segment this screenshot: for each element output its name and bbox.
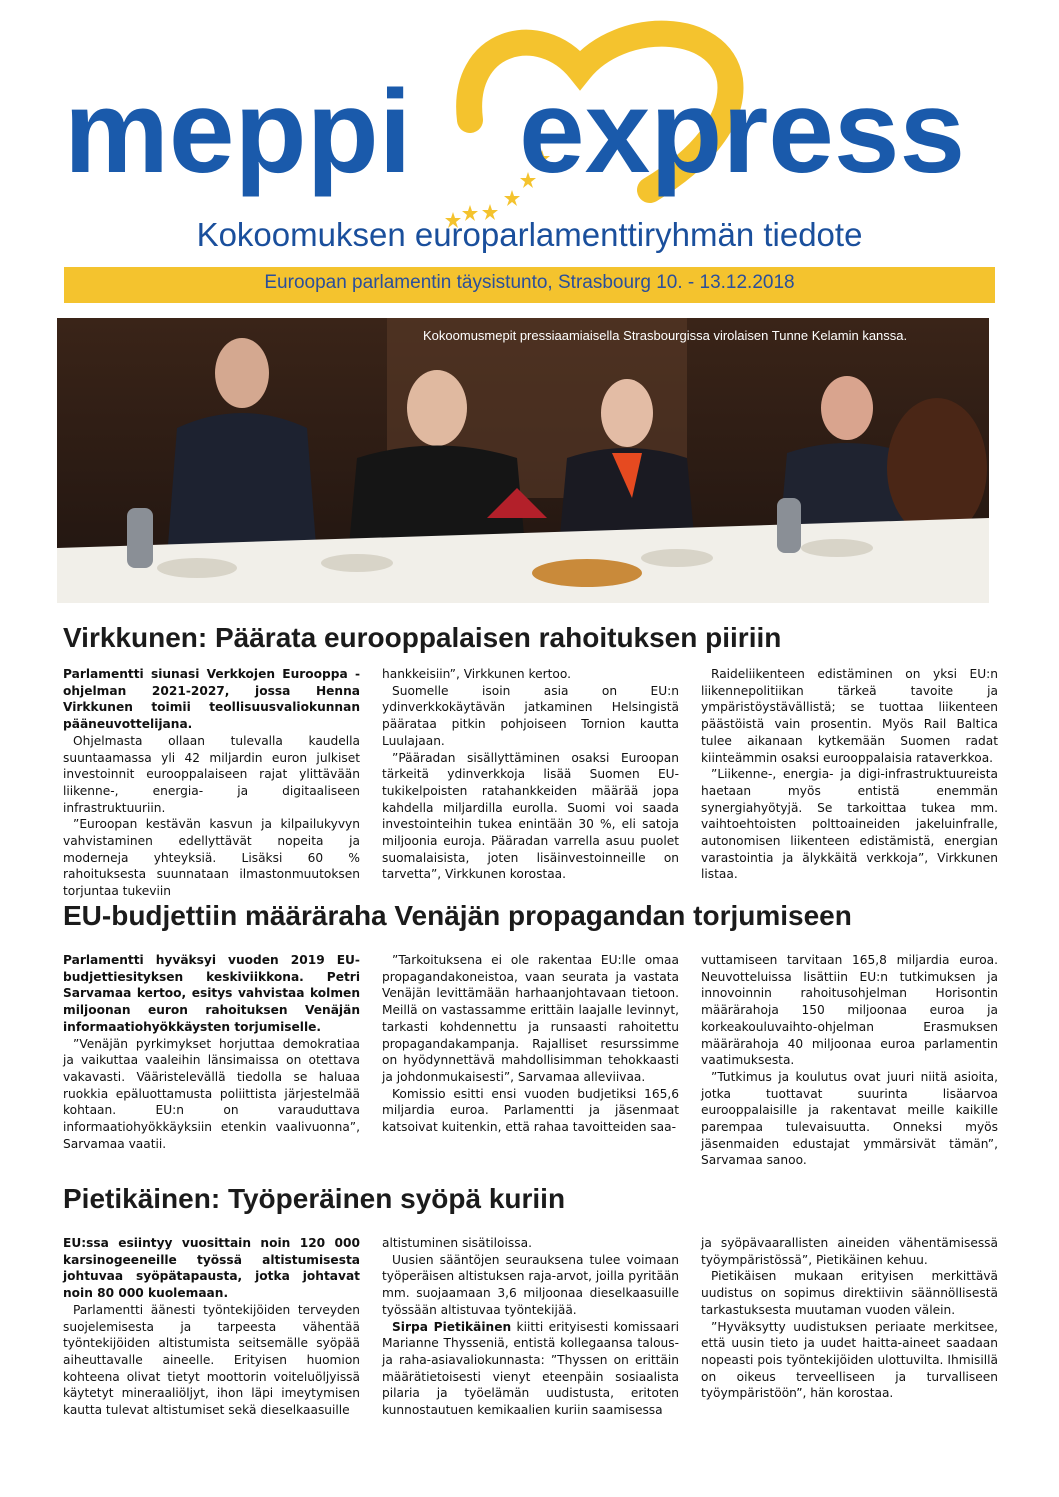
- logo: [0, 0, 1059, 230]
- person-name: Sirpa Pietikäinen: [392, 1319, 512, 1334]
- paragraph: vuttamiseen tarvitaan 165,8 miljardia euroa. Neuvotteluissa lisättiin EU:n tutkimuksen ja innovoinnin rahoitusohjelman Horisontin määrärahoja 150 miljoonaa euroa ja korkeakouluvaihto-ohjelman Erasmuksen määrärahoja 40 miljoonaa euroa parlamentin vaatimuksesta.: [701, 953, 998, 1068]
- paragraph: Ohjelmasta ollaan tulevalla kaudella suuntaamassa yli 42 miljardin euron julkiset investoinnit eurooppalaiseen rajat ylittävään liikenne-, energia- ja digitaaliseen infrastruktuuriin.: [63, 733, 360, 815]
- headline: EU-budjettiin määräraha Venäjän propagandan torjumiseen: [63, 900, 852, 931]
- article-pietikainen: [63, 1183, 999, 1418]
- paragraph: Suomelle isoin asia on EU:n ydinverkkokäytävän jatkaminen Helsingistä päärataa pitkin pohjoiseen Tornion kautta Luulajaan.: [382, 683, 679, 748]
- lead-paragraph: EU:ssa esiintyy vuosittain noin 120 000 karsinogeeneille työssä altistumisesta johtuvaa syöpätapausta, jotka johtavat noin 80 000 kuolemaan.: [63, 1236, 360, 1301]
- column-2: [382, 666, 679, 883]
- photo-illustration: [57, 318, 989, 603]
- column-3: [701, 1235, 998, 1402]
- paragraph: ”Hyväksytty uudistuksen periaate merkitsee, että uusin tieto ja uudet haitta-aineet saadaan nopeasti pois työntekijöiden ulottuvilta. Ihmisillä on oikeus terveelliseen ja turvalliseen työympäristöön”, hän korostaa.: [701, 1319, 998, 1401]
- paragraph-text: kiitti erityisesti komissaari Marianne Thysseniä, entistä kollegaansa talous- ja raha-asiavaliokunnasta: ”Thyssen on erittäin määrätietoisesti vienyt eteenpäin sosiaalista pilaria ja työelämän uudistusta, eritoten kunnostautuen kemikaalien kuriin saamisessa: [382, 1319, 679, 1418]
- logo-express: express: [519, 66, 966, 198]
- paragraph: Uusien sääntöjen seurauksena tulee voimaan työperäisen altistuksen raja-arvot, joilla pyritään mm. suojaamaan 3,6 miljoonaa dieselkaasuille työssään altistuvaa työntekijää.: [382, 1252, 679, 1317]
- column-2: [382, 952, 679, 1136]
- paragraph: Parlamentti äänesti työntekijöiden terveyden suojelemisesta ja tarpeesta vähentää työntekijöiden altistumista seitsemälle syöpää aiheuttavalle aineelle. Erityisen huomion kohteena olivat tietyt moottorin voiteluöljyissä käytetyt mineraaliöljyt, ihon läpi imeytymisen kautta tulevat altistumiset sekä dieselkaasuille: [63, 1302, 360, 1418]
- column-1: [63, 1235, 360, 1419]
- column-3: [701, 666, 998, 883]
- date-banner: [64, 267, 995, 303]
- paragraph: ”Pääradan sisällyttäminen osaksi Euroopan tärkeitä ydinverkkoja lisää Suomen EU-tukikelpoisten ratahankkeiden määrää jopa kahdella miljardilla eurolla. Suomi voi saada investointeihin tukea enintään 30 %, eli satoja miljoonia euroja. Pääradan varrella asuu puolet suomalaisista, joten lisäinvestoinneille on tarvetta”, Virkkunen korostaa.: [382, 750, 679, 882]
- paragraph: hankkeisiin”, Virkkunen kertoo.: [382, 667, 571, 681]
- headline: Pietikäinen: Työperäinen syöpä kuriin: [63, 1183, 566, 1214]
- logo-meppi: meppi: [64, 66, 412, 198]
- paragraph: ja syöpävaarallisten aineiden vähentämisessä työympäristössä”, Pietikäinen kehuu.: [701, 1236, 998, 1267]
- column-1: [63, 952, 360, 1152]
- paragraph: ”Tarkoituksena ei ole rakentaa EU:lle omaa propagandakoneistoa, vaan seurata ja vastata Venäjän levittämään harhaanjohtavaan tietoon. Meillä on vastassamme erittäin laajalle levinnyt, tarkasti kohdennettu ja runsaasti rahoitettu propagandakampanja. Rajalliset resurssimme on hyödynnettävä mahdollisimman tehokkaasti ja johdonmukaisesti”, Sarvamaa alleviivaa.: [382, 953, 679, 1084]
- banner-text: Euroopan parlamentin täysistunto, Strasbourg 10. - 13.12.2018: [264, 272, 795, 293]
- masthead-subtitle: Kokoomuksen europarlamenttiryhmän tiedote: [196, 216, 863, 253]
- headline: Virkkunen: Päärata eurooppalaisen rahoituksen piiriin: [63, 622, 782, 653]
- cover-photo: [57, 318, 989, 603]
- paragraph: ”Liikenne-, energia- ja digi-infrastruktuureista haetaan myös entistä enemmän synergiahyötyjä. Se tarkoittaa tukea mm. vaihtoehtoisten polttoaineiden jakeluinfralle, autonomisen liikenteen edistämistä, energian varastointia ja älykkäitä verkkoja”, Virkkunen listaa.: [701, 767, 998, 882]
- column-1: [63, 666, 360, 900]
- paragraph: altistuminen sisätiloissa.: [382, 1236, 532, 1250]
- article-sarvamaa: [63, 900, 999, 1168]
- paragraph: Komissio esitti ensi vuoden budjetiksi 165,6 miljardia euroa. Parlamentti ja jäsenmaat katsoivat kuitenkin, että rahaa tavoitteiden saa-: [382, 1086, 679, 1135]
- article-virkkunen: [63, 622, 999, 899]
- lead-paragraph: Parlamentti siunasi Verkkojen Eurooppa -ohjelman 2021-2027, jossa Henna Virkkunen toimii teollisuusvaliokunnan pääneuvottelijana.: [63, 667, 360, 732]
- paragraph: ”Euroopan kestävän kasvun ja kilpailukyvyn vahvistaminen edellyttävät nopeita ja moderneja yhteyksiä. Lisäksi 60 % rahoituksesta suunnataan ilmastonmuutoksen torjuntaa tukeviin: [63, 817, 360, 899]
- masthead: [0, 0, 1059, 270]
- person-5-back: [887, 398, 987, 538]
- column-2: [382, 1235, 679, 1419]
- paragraph: [382, 1319, 679, 1419]
- paragraph: ”Venäjän pyrkimykset horjuttaa demokratiaa ja vaikuttaa vaaleihin länsimaissa on otettava vakavasti. Vääristelevällä tiedolla se haluaa ruokkia epäluottamusta poliittista järjestelmää kohtaan. EU:n on varauduttava informaatiohyökkäyksiin etenkin vaalivuonna”, Sarvamaa vaatii.: [63, 1036, 360, 1151]
- photo-caption: Kokoomusmepit pressiaamiaisella Strasbourgissa virolaisen Tunne Kelamin kanssa.: [423, 328, 908, 343]
- lead-paragraph: Parlamentti hyväksyi vuoden 2019 EU-budjettiesityksen keskiviikkona. Petri Sarvamaa kertoo, esitys vahvistaa kolmen miljoonan euron rahoituksen Venäjän informaatiohyökkäysten torjumiselle.: [63, 953, 360, 1034]
- column-3: [701, 952, 998, 1169]
- paragraph: ”Tutkimus ja koulutus ovat juuri niitä asioita, jotka tuottavat suurinta lisäarvoa eurooppalaisille ja rakentavat meille kaikille parempaa tulevaisuutta. Onneksi myös jäsenmaiden edustajat ymmärsivät tämän”, Sarvamaa sanoo.: [701, 1069, 998, 1168]
- paragraph: Raideliikenteen edistäminen on yksi EU:n liikennepolitiikan tärkeä tavoite ja ympäristöystävällistä; se tuottaa liikenteen päästöistä vain prosentin. Myös Rail Baltica tulee aikanaan kytkemään Suomen radat kiinteämmin osaksi eurooppalaisia rataverkkoa.: [701, 667, 998, 765]
- paragraph: Pietikäisen mukaan erityisen merkittävä uudistus on sopimus direktiivin säännöllisestä tarkastuksesta muutaman vuoden välein.: [701, 1269, 998, 1317]
